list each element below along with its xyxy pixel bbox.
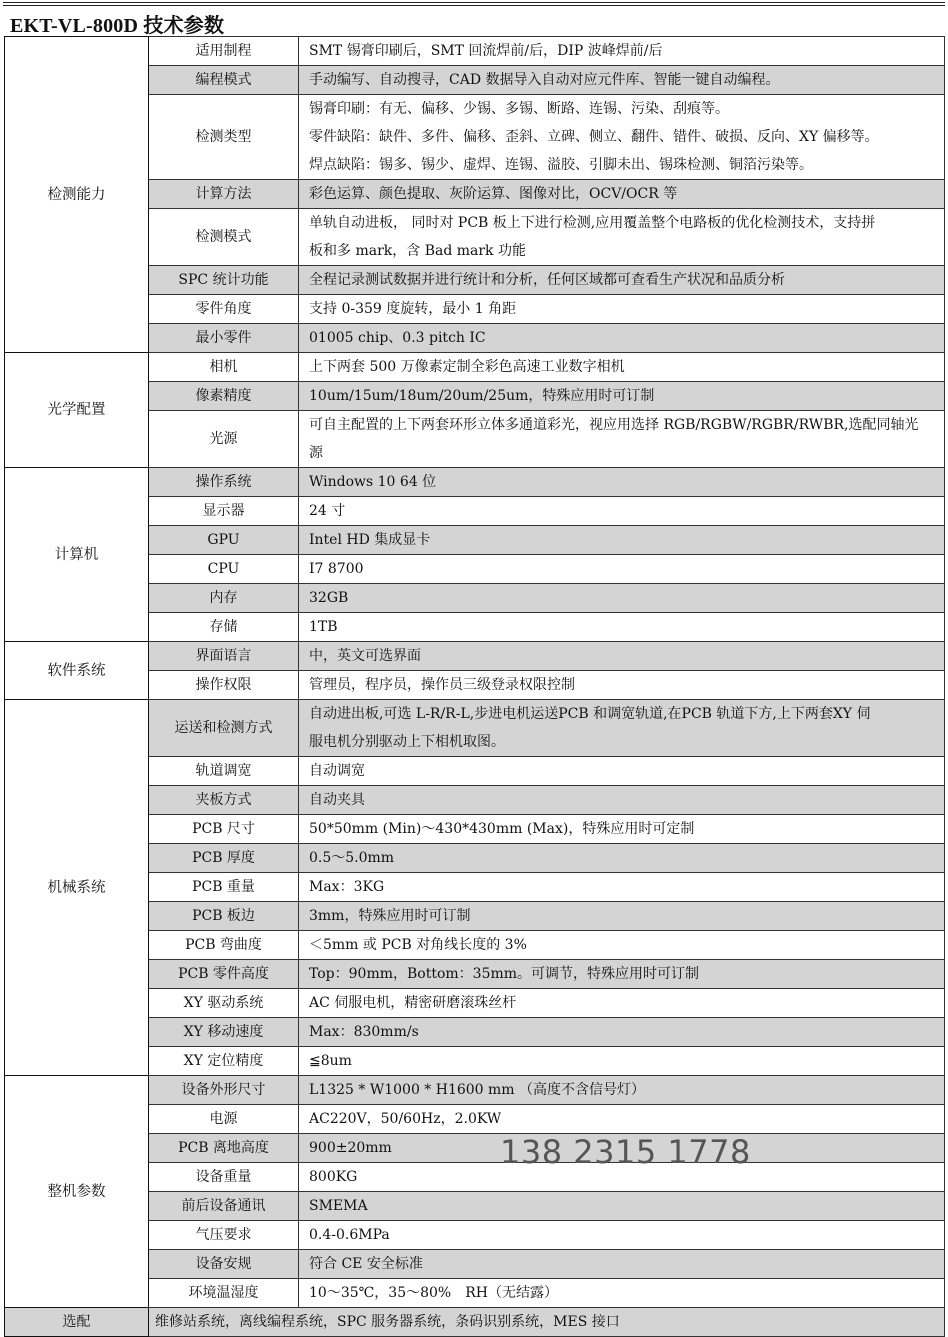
spec-value bbox=[299, 180, 945, 209]
spec-table-body bbox=[5, 37, 945, 1308]
spec-name: 设备重量 bbox=[149, 1163, 299, 1192]
spec-name: 存储 bbox=[149, 613, 299, 642]
spec-value bbox=[299, 815, 945, 844]
spec-name: 界面语言 bbox=[149, 642, 299, 671]
spec-name: XY 驱动系统 bbox=[149, 989, 299, 1018]
spec-value bbox=[299, 584, 945, 613]
spec-value bbox=[299, 1250, 945, 1279]
spec-name: CPU bbox=[149, 555, 299, 584]
spec-name: 轨道调宽 bbox=[149, 757, 299, 786]
spec-value bbox=[299, 642, 945, 671]
spec-value bbox=[299, 1105, 945, 1134]
spec-value-line: 单轨自动进板， 同时对 PCB 板上下进行检测,应用覆盖整个电路板的优化检测技术，支持拼 bbox=[309, 215, 876, 231]
spec-name: 夹板方式 bbox=[149, 786, 299, 815]
spec-value-line: 3mm，特殊应用时可订制 bbox=[309, 908, 471, 924]
spec-value-line: 符合 CE 安全标准 bbox=[309, 1256, 423, 1272]
spec-value bbox=[299, 1279, 945, 1308]
spec-value-line: 24 寸 bbox=[309, 503, 346, 519]
spec-value bbox=[299, 497, 945, 526]
spec-name: 内存 bbox=[149, 584, 299, 613]
spec-table bbox=[4, 36, 945, 1337]
spec-value-line: 上下两套 500 万像素定制全彩色高速工业数字相机 bbox=[309, 359, 625, 375]
spec-name: 零件角度 bbox=[149, 295, 299, 324]
spec-value bbox=[299, 757, 945, 786]
spec-value bbox=[299, 324, 945, 353]
spec-value-line: 彩色运算、颜色提取、灰阶运算、图像对比，OCV/OCR 等 bbox=[309, 186, 678, 202]
spec-value bbox=[299, 95, 945, 180]
spec-value-line: SMEMA bbox=[309, 1198, 368, 1214]
spec-value-line: 0.5～5.0mm bbox=[309, 850, 395, 866]
spec-value-line: 中，英文可选界面 bbox=[309, 648, 421, 664]
spec-value bbox=[299, 989, 945, 1018]
spec-value-line: 支持 0-359 度旋转，最小 1 角距 bbox=[309, 301, 517, 317]
spec-name: PCB 尺寸 bbox=[149, 815, 299, 844]
spec-name: 环境温湿度 bbox=[149, 1279, 299, 1308]
spec-name: 光源 bbox=[149, 411, 299, 468]
spec-value-line: SMT 锡膏印刷后，SMT 回流焊前/后，DIP 波峰焊前/后 bbox=[309, 43, 663, 59]
spec-name: 相机 bbox=[149, 353, 299, 382]
spec-value bbox=[299, 613, 945, 642]
spec-value-line: 自动进出板,可选 L-R/R-L,步进电机运送PCB 和调宽轨道,在PCB 轨道下方,上下两套XY 伺 bbox=[309, 706, 871, 722]
spec-value-line: 板和多 mark，含 Bad mark 功能 bbox=[309, 243, 526, 259]
spec-name: 检测类型 bbox=[149, 95, 299, 180]
spec-value bbox=[299, 209, 945, 266]
spec-value bbox=[299, 873, 945, 902]
spec-name: PCB 零件高度 bbox=[149, 960, 299, 989]
spec-row bbox=[5, 468, 945, 497]
spec-value-line: 自动夹具 bbox=[309, 792, 365, 808]
spec-row bbox=[5, 37, 945, 66]
spec-value-line: 服电机分别驱动上下相机取图。 bbox=[309, 734, 505, 750]
spec-value bbox=[299, 555, 945, 584]
group-label: 整机参数 bbox=[5, 1076, 149, 1308]
options-label: 选配 bbox=[5, 1308, 149, 1337]
spec-value-line: 手动编写、自动搜寻，CAD 数据导入自动对应元件库、智能一键自动编程。 bbox=[309, 72, 780, 88]
spec-name: 设备外形尺寸 bbox=[149, 1076, 299, 1105]
spec-value bbox=[299, 700, 945, 757]
spec-name: 操作权限 bbox=[149, 671, 299, 700]
spec-value bbox=[299, 382, 945, 411]
spec-value-line: Windows 10 64 位 bbox=[309, 474, 437, 490]
page-title: EKT-VL-800D 技术参数 bbox=[10, 15, 225, 37]
spec-value bbox=[299, 931, 945, 960]
spec-value-line: 10um/15um/18um/20um/25um，特殊应用时可订制 bbox=[309, 388, 655, 404]
spec-name: 气压要求 bbox=[149, 1221, 299, 1250]
spec-value bbox=[299, 468, 945, 497]
spec-value-line: 锡膏印刷：有无、偏移、少锡、多锡、断路、连锡、污染、刮痕等。 bbox=[309, 101, 729, 117]
spec-name: 像素精度 bbox=[149, 382, 299, 411]
spec-name: GPU bbox=[149, 526, 299, 555]
group-label: 计算机 bbox=[5, 468, 149, 642]
spec-name: XY 移动速度 bbox=[149, 1018, 299, 1047]
spec-value-line: 10～35℃，35～80% RH（无结露） bbox=[309, 1285, 558, 1301]
spec-value bbox=[299, 37, 945, 66]
spec-value bbox=[299, 266, 945, 295]
spec-name: PCB 厚度 bbox=[149, 844, 299, 873]
top-rule-inner bbox=[3, 5, 945, 6]
spec-value-line: 可自主配置的上下两套环形立体多通道彩光，视应用选择 RGB/RGBW/RGBR/RWBR,选配同轴光 bbox=[309, 417, 919, 433]
spec-name: 电源 bbox=[149, 1105, 299, 1134]
spec-value-line: 32GB bbox=[309, 590, 349, 606]
spec-value-line: 零件缺陷：缺件、多件、偏移、歪斜、立碑、侧立、翻件、错件、破损、反向、XY 偏移等。 bbox=[309, 129, 879, 145]
spec-name: PCB 弯曲度 bbox=[149, 931, 299, 960]
spec-value bbox=[299, 353, 945, 382]
spec-value-line: 管理员，程序员，操作员三级登录权限控制 bbox=[309, 677, 575, 693]
spec-value-line: 01005 chip、0.3 pitch IC bbox=[309, 330, 486, 346]
spec-value-line: AC220V，50/60Hz，2.0KW bbox=[309, 1111, 502, 1127]
options-value: 维修站系统，离线编程系统，SPC 服务器系统，条码识别系统，MES 接口 bbox=[149, 1308, 945, 1337]
spec-value-line: Top：90mm，Bottom：35mm。可调节，特殊应用时可订制 bbox=[309, 966, 700, 982]
spec-name: 显示器 bbox=[149, 497, 299, 526]
spec-value-line: 800KG bbox=[309, 1169, 358, 1185]
spec-value bbox=[299, 1076, 945, 1105]
group-label: 光学配置 bbox=[5, 353, 149, 468]
spec-row bbox=[5, 353, 945, 382]
spec-value bbox=[299, 526, 945, 555]
spec-value bbox=[299, 786, 945, 815]
spec-value-line: 1TB bbox=[309, 619, 338, 635]
spec-value-line: 自动调宽 bbox=[309, 763, 365, 779]
spec-name: 最小零件 bbox=[149, 324, 299, 353]
spec-name: 编程模式 bbox=[149, 66, 299, 95]
spec-name: 操作系统 bbox=[149, 468, 299, 497]
spec-name: 适用制程 bbox=[149, 37, 299, 66]
group-label: 软件系统 bbox=[5, 642, 149, 700]
spec-value bbox=[299, 902, 945, 931]
spec-value-line: 50*50mm (Min)～430*430mm (Max)，特殊应用时可定制 bbox=[309, 821, 695, 837]
spec-value-line: ≦8um bbox=[309, 1053, 352, 1069]
spec-value bbox=[299, 844, 945, 873]
spec-value bbox=[299, 960, 945, 989]
top-rule bbox=[3, 2, 945, 3]
group-label: 机械系统 bbox=[5, 700, 149, 1076]
spec-value-line: 900±20mm bbox=[309, 1140, 392, 1156]
spec-row bbox=[5, 1076, 945, 1105]
spec-value bbox=[299, 66, 945, 95]
spec-value-line: Max：830mm/s bbox=[309, 1024, 419, 1040]
spec-value bbox=[299, 671, 945, 700]
spec-row bbox=[5, 700, 945, 757]
spec-name: 设备安规 bbox=[149, 1250, 299, 1279]
spec-row bbox=[5, 642, 945, 671]
spec-value bbox=[299, 1018, 945, 1047]
spec-value-line: Max：3KG bbox=[309, 879, 385, 895]
spec-value-line: L1325 * W1000 * H1600 mm （高度不含信号灯） bbox=[309, 1082, 646, 1098]
spec-value bbox=[299, 1047, 945, 1076]
spec-value bbox=[299, 1221, 945, 1250]
spec-value-line: ＜5mm 或 PCB 对角线长度的 3% bbox=[309, 937, 527, 953]
spec-value bbox=[299, 411, 945, 468]
spec-value-line: I7 8700 bbox=[309, 561, 364, 577]
options-row bbox=[5, 1308, 945, 1337]
spec-value-line: Intel HD 集成显卡 bbox=[309, 532, 431, 548]
spec-value bbox=[299, 295, 945, 324]
spec-name: 运送和检测方式 bbox=[149, 700, 299, 757]
spec-name: PCB 重量 bbox=[149, 873, 299, 902]
spec-value-line: 0.4-0.6MPa bbox=[309, 1227, 390, 1243]
spec-value-line: 焊点缺陷：锡多、锡少、虚焊、连锡、溢胶、引脚未出、锡珠检测、铜箔污染等。 bbox=[309, 157, 813, 173]
spec-name: 计算方法 bbox=[149, 180, 299, 209]
spec-name: SPC 统计功能 bbox=[149, 266, 299, 295]
spec-name: 检测模式 bbox=[149, 209, 299, 266]
group-label: 检测能力 bbox=[5, 37, 149, 353]
spec-value-line: 源 bbox=[309, 445, 323, 461]
spec-value bbox=[299, 1192, 945, 1221]
spec-value-line: 全程记录测试数据并进行统计和分析，任何区域都可查看生产状况和品质分析 bbox=[309, 272, 785, 288]
watermark-phone: 138 2315 1778 bbox=[500, 1133, 751, 1171]
spec-value-line: AC 伺服电机，精密研磨滚珠丝杆 bbox=[309, 995, 517, 1011]
spec-name: PCB 离地高度 bbox=[149, 1134, 299, 1163]
spec-name: PCB 板边 bbox=[149, 902, 299, 931]
spec-name: XY 定位精度 bbox=[149, 1047, 299, 1076]
spec-name: 前后设备通讯 bbox=[149, 1192, 299, 1221]
